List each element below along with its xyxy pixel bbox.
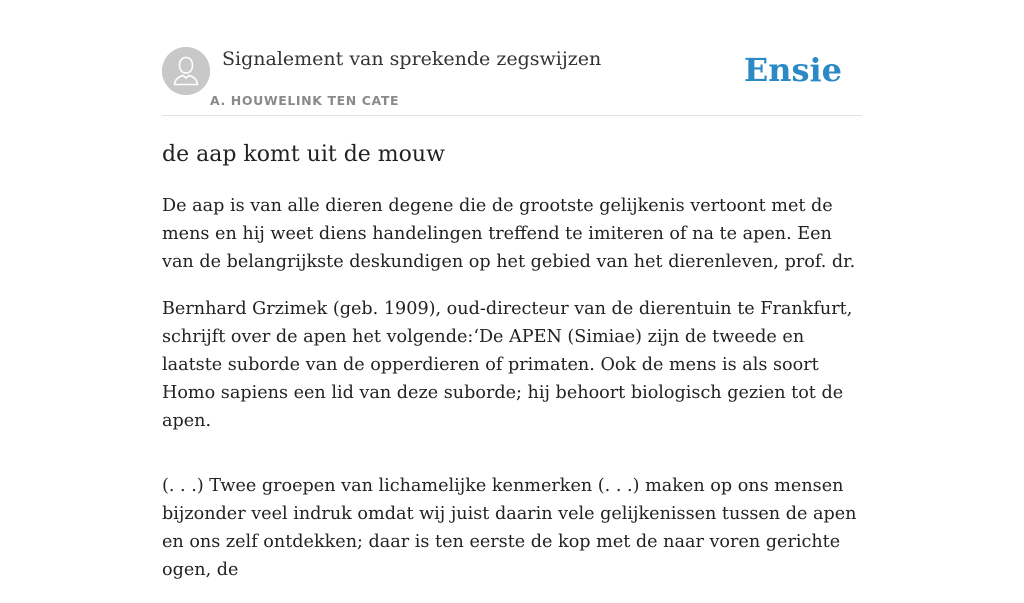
entry-body (162, 192, 867, 603)
author-name[interactable]: A. HOUWELINK TEN CATE (210, 93, 400, 108)
body-paragraph: De aap is van alle dieren degene die de grootste gelijkenis vertoont met de mens en hij weet diens handelingen treffend te imiteren of na te apen. Een van de belangrijkste deskundigen op het gebied van het dierenleven, prof. dr. (162, 196, 856, 272)
entry-title: de aap komt uit de mouw (162, 142, 445, 167)
book-title[interactable]: Signalement van sprekende zegswijzen (222, 48, 602, 70)
body-paragraph: Bernhard Grzimek (geb. 1909), oud-directeur van de dierentuin te Frankfurt, schrijft over de apen het volgende:‘De APEN (Simiae) zijn de tweede en laatste suborde van de opperdieren of primaten. Ook de mens is als soort Homo sapiens een lid van deze suborde; hij behoort biologisch gezien tot de apen. (162, 299, 853, 431)
author-avatar[interactable] (162, 47, 210, 95)
ensie-logo[interactable]: Ensie (743, 51, 842, 89)
user-icon (162, 47, 210, 95)
page-header (162, 46, 862, 116)
body-paragraph: (. . .) Twee groepen van lichamelijke kenmerken (. . .) maken op ons mensen bijzonder veel indruk omdat wij juist daarin vele gelijkenissen tussen de apen en ons zelf ontdekken; daar is ten eerste de kop met de naar voren gerichte ogen, de (162, 476, 857, 580)
